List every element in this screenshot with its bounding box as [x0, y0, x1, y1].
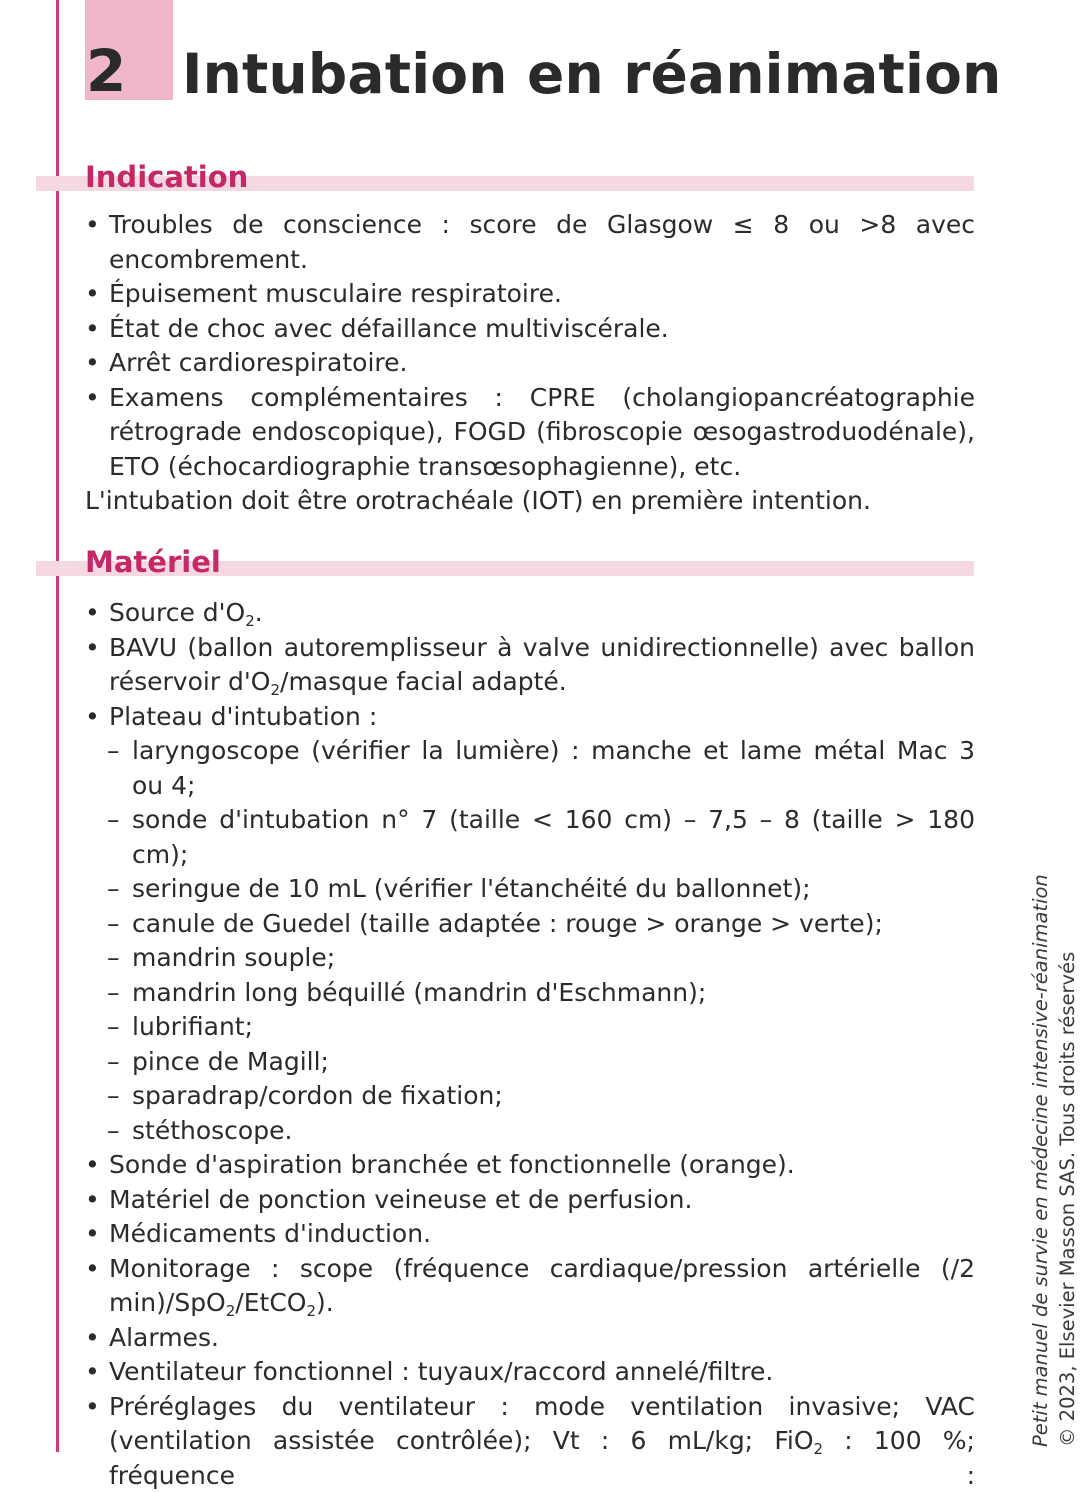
list-item: • Ventilateur fonctionnel : tuyaux/raccord annelé/filtre. — [85, 1355, 975, 1390]
section-title-indication: Indication — [85, 163, 248, 192]
chapter-title: Intubation en réanimation — [182, 44, 1001, 105]
sub-list-item: – stéthoscope. — [85, 1114, 975, 1149]
margin-rule — [56, 0, 59, 1452]
list-item: • Arrêt cardiorespiratoire. — [85, 346, 975, 381]
indication-note: L'intubation doit être orotrachéale (IOT) en première intention. — [85, 484, 975, 519]
list-item: • BAVU (ballon autoremplisseur à valve unidirectionnelle) avec ballon réservoir $d'O_2$/masque facial adapté. — [85, 631, 975, 700]
list-item: • Épuisement musculaire respiratoire. — [85, 277, 975, 312]
list-item: • Examens complémentaires : CPRE (cholangiopancréatographie rétrograde endoscopique), FOGD (fibroscopie œsogastroduodénale), ETO (échocardiographie transœsophagienne), etc. — [85, 381, 975, 485]
list-item: • Source $d'O_2$. — [85, 596, 975, 631]
sub-list-item: – pince de Magill; — [85, 1045, 975, 1080]
sub-list-item: – mandrin souple; — [85, 941, 975, 976]
list-item: • Matériel de ponction veineuse et de perfusion. — [85, 1183, 975, 1218]
indication-list — [85, 208, 975, 519]
sub-list-item: – sonde d'intubation n° 7 (taille < 160 cm) – 7,5 – 8 (taille > 180 cm); — [85, 803, 975, 872]
book-title-credit: Petit manuel de survie en médecine intensive-réanimation — [1027, 874, 1054, 1447]
side-credit — [1027, 874, 1081, 1447]
copyright-notice: © 2023, Elsevier Masson SAS. Tous droits réservés — [1054, 874, 1081, 1447]
list-item: • Monitorage : scope (fréquence cardiaque/pression artérielle (/2 min)/SpO$_2$/EtCO$_2$). — [85, 1252, 975, 1321]
list-item: • Alarmes. — [85, 1321, 975, 1356]
list-item: • État de choc avec défaillance multiviscérale. — [85, 312, 975, 347]
sub-list-item: – canule de Guedel (taille adaptée : rouge > orange > verte); — [85, 907, 975, 942]
list-item: • Plateau d'intubation : — [85, 700, 975, 735]
list-item: • Préréglages du ventilateur : mode ventilation invasive; VAC (ventilation assistée contrôlée); Vt : 6 mL/kg; FiO$_2$ : 100 %; fréquence : — [85, 1390, 975, 1493]
list-item: • Troubles de conscience : score de Glasgow ≤ 8 ou >8 avec encombrement. — [85, 208, 975, 277]
chapter-number: 2 — [86, 42, 126, 100]
sub-list-item: – mandrin long béquillé (mandrin d'Eschmann); — [85, 976, 975, 1011]
sub-list-item: – laryngoscope (vérifier la lumière) : manche et lame métal Mac 3 ou 4; — [85, 734, 975, 803]
sub-list-item: – lubrifiant; — [85, 1010, 975, 1045]
materiel-list — [85, 596, 975, 1493]
list-item: • Sonde d'aspiration branchée et fonctionnelle (orange). — [85, 1148, 975, 1183]
list-item: • Médicaments d'induction. — [85, 1217, 975, 1252]
sub-list-item: – sparadrap/cordon de fixation; — [85, 1079, 975, 1114]
section-title-materiel: Matériel — [85, 548, 221, 577]
sub-list-item: – seringue de 10 mL (vérifier l'étanchéité du ballonnet); — [85, 872, 975, 907]
